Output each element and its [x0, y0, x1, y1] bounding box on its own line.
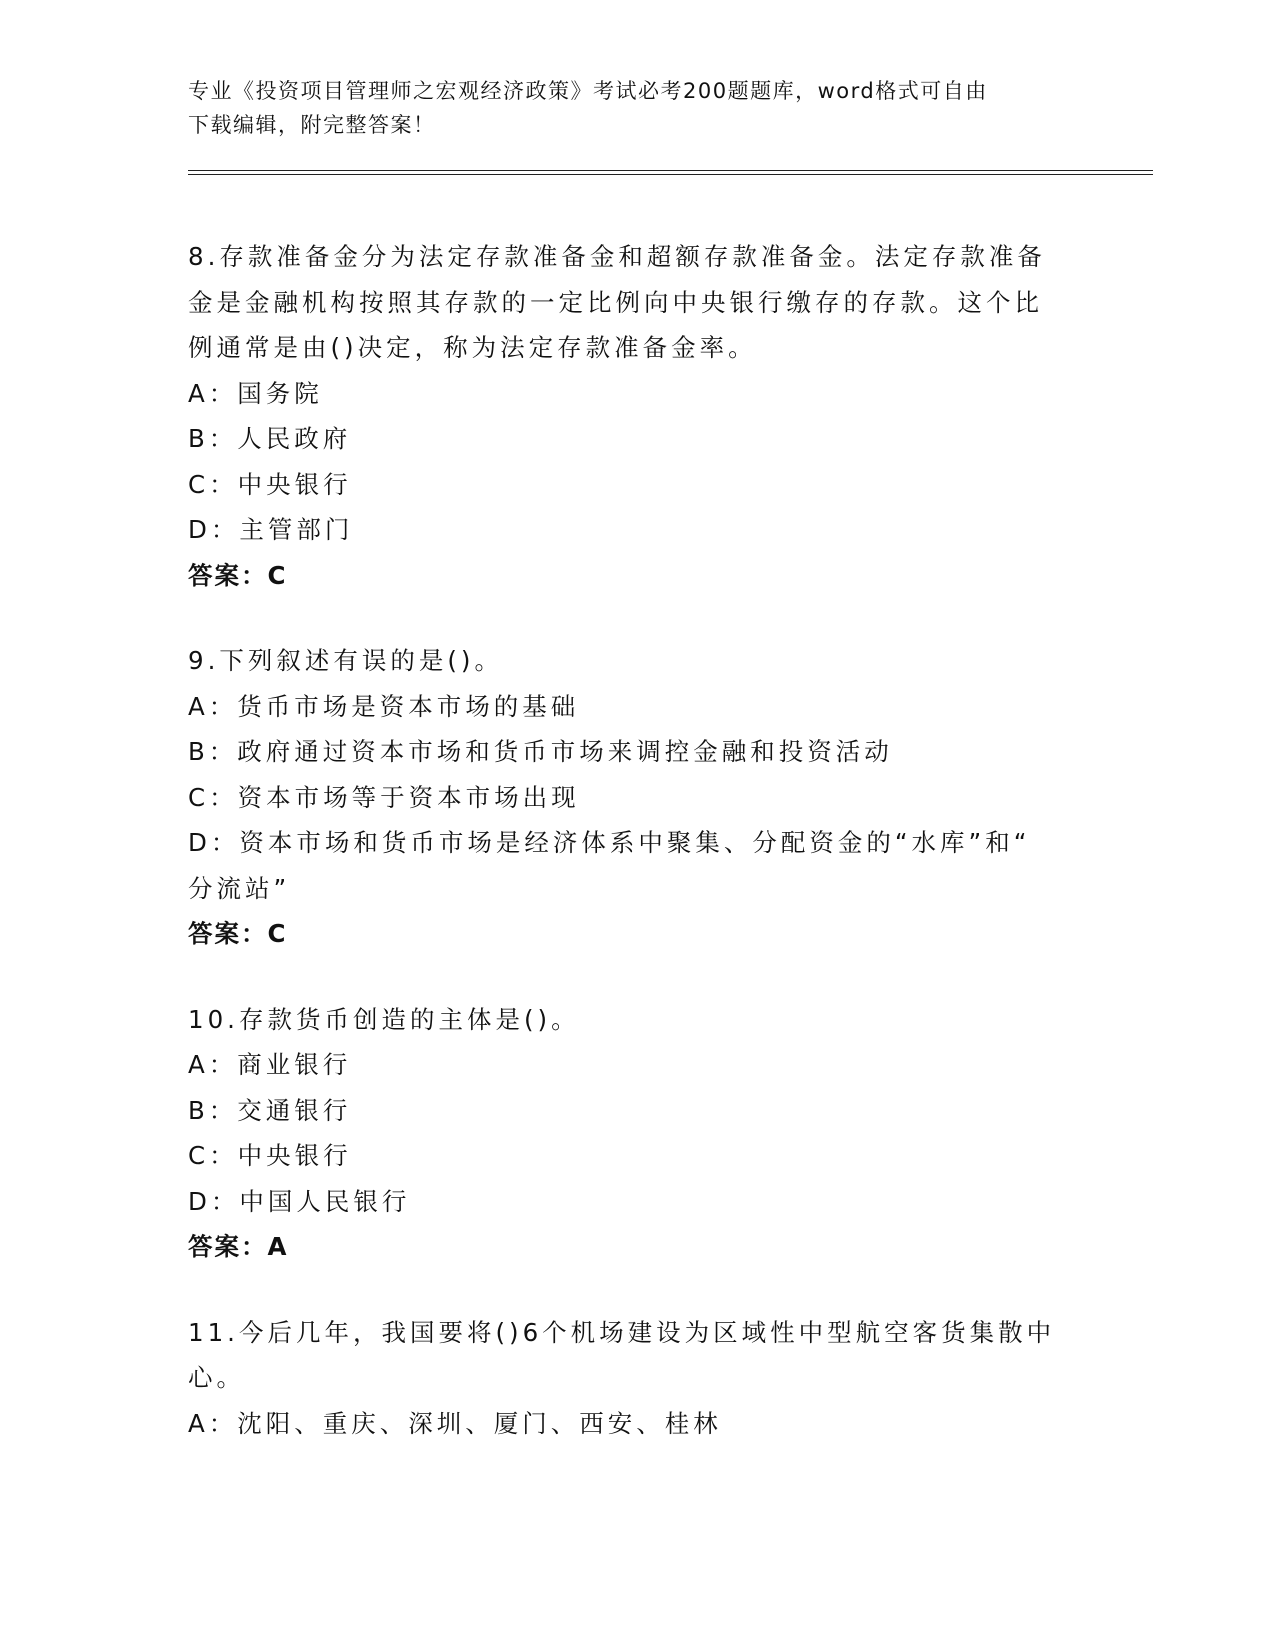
- question-stem: 9.下列叙述有误的是()。: [188, 646, 503, 675]
- option-a: A：货币市场是资本市场的基础: [188, 691, 580, 721]
- option-d: D：中国人民银行: [188, 1186, 411, 1216]
- option-c: C：资本市场等于资本市场出现: [188, 782, 580, 812]
- question-stem: 11.今后几年，我国要将()6个机场建设为区域性中型航空客货集散中: [188, 1317, 1056, 1347]
- header-line-2: 下载编辑，附完整答案！: [188, 113, 436, 137]
- option-c: C：中央银行: [188, 469, 352, 499]
- option-c: C：中央银行: [188, 1141, 352, 1170]
- option-b: B：人民政府: [188, 424, 352, 453]
- document-header: [188, 74, 1068, 142]
- option-a: A：沈阳、重庆、深圳、厦门、西安、桂林: [188, 1408, 722, 1438]
- option-b: B：交通银行: [188, 1095, 352, 1125]
- option-b: B：政府通过资本市场和货币市场来调控金融和投资活动: [188, 737, 893, 766]
- header-line-1: 专业《投资项目管理师之宏观经济政策》考试必考200题题库，word格式可自由: [188, 79, 988, 103]
- option-a: A：国务院: [188, 378, 323, 408]
- question-block: [188, 997, 1068, 1270]
- answer-label: 答案：C: [188, 919, 288, 948]
- option-d-continued: 分流站”: [188, 873, 291, 903]
- question-block: [188, 1310, 1068, 1447]
- header-divider-bottom: [188, 174, 1153, 175]
- option-d: D：主管部门: [188, 515, 354, 544]
- question-block: [188, 638, 1068, 957]
- question-stem: 8.存款准备金分为法定存款准备金和超额存款准备金。法定存款准备: [188, 242, 1046, 271]
- option-d: D：资本市场和货币市场是经济体系中聚集、分配资金的“水库”和“: [188, 828, 1031, 857]
- question-block: [188, 234, 1068, 598]
- header-divider-top: [188, 170, 1153, 171]
- answer-label: 答案：C: [188, 560, 288, 590]
- question-list: [188, 234, 1068, 1486]
- question-stem: 金是金融机构按照其存款的一定比例向中央银行缴存的存款。这个比: [188, 287, 1043, 317]
- answer-label: 答案：A: [188, 1232, 289, 1261]
- question-stem: 例通常是由()决定，称为法定存款准备金率。: [188, 333, 757, 362]
- option-a: A：商业银行: [188, 1050, 352, 1079]
- question-stem: 心。: [188, 1363, 245, 1392]
- question-stem: 10.存款货币创造的主体是()。: [188, 1004, 580, 1034]
